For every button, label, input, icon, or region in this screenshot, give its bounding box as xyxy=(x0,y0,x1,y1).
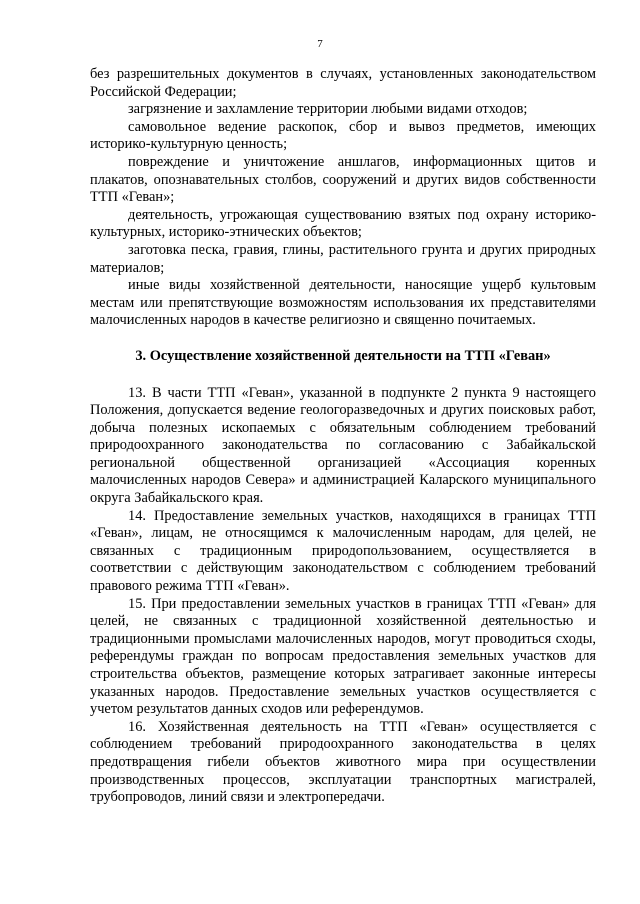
list-item: загрязнение и захламление территории любыми видами отходов; xyxy=(128,101,528,118)
paragraph: 16. Хозяйственная деятельность на ТТП «Геван» осуществляется с соблюдением требований природоохранного законодательства в целях предотвращения гибели объектов животного мира при осуществлении производственных процессов, эксплуатации транспортных магистралей, трубопроводов, линий связи и электропередачи. xyxy=(90,718,596,806)
list-item: деятельность, угрожающая существованию взятых под охрану историко-культурных, историко-этнических объектов; xyxy=(90,206,596,241)
section-heading: 3. Осуществление хозяйственной деятельности на ТТП «Геван» xyxy=(135,347,551,364)
page-number: 7 xyxy=(317,38,323,50)
list-item: иные виды хозяйственной деятельности, наносящие ущерб культовым местам или препятствующие возможностям использования их представителями малочисленных народов в качестве религиозно и священно почитаемых. xyxy=(90,277,596,329)
list-item: без разрешительных документов в случаях, установленных законодательством Российской Федерации; xyxy=(90,66,596,100)
paragraph: 15. При предоставлении земельных участков в границах ТТП «Геван» для целей, не связанных с традиционной хозяйственной деятельностью и традиционными промыслами малочисленных народов, могут проводиться сходы, референдумы граждан по вопросам предоставления земельных участков для строительства объектов, размещение которых затрагивает законные интересы указанных народов. Предоставление земельных участков осуществляется с учетом результатов данных сходов или референдумов. xyxy=(90,595,596,718)
paragraph: 14. Предоставление земельных участков, находящихся в границах ТТП «Геван», лицам, не относящимся к малочисленным народам, для целей, не связанных с традиционным природопользованием, осуществляется в соответствии с действующим законодательством с соблюдением требований правового режима ТТП «Геван». xyxy=(90,507,596,595)
list-item: повреждение и уничтожение аншлагов, информационных щитов и плакатов, опознавательных столбов, сооружений и других видов собственности ТТП «Геван»; xyxy=(90,153,596,206)
paragraph: 13. В части ТТП «Геван», указанной в подпункте 2 пункта 9 настоящего Положения, допускается ведение геологоразведочных и других поисковых работ, добыча полезных ископаемых с обязательным соблюдением требований природоохранного законодательства по согласованию с Забайкальской региональной общественной организацией «Ассоциация коренных малочисленных народов Севера» и администрацией Каларского муниципального округа Забайкальского края. xyxy=(90,384,596,507)
list-item: самовольное ведение раскопок, сбор и вывоз предметов, имеющих историко-культурную ценность; xyxy=(90,118,596,153)
list-item: заготовка песка, гравия, глины, растительного грунта и других природных материалов; xyxy=(90,241,596,276)
document-body xyxy=(90,66,596,807)
